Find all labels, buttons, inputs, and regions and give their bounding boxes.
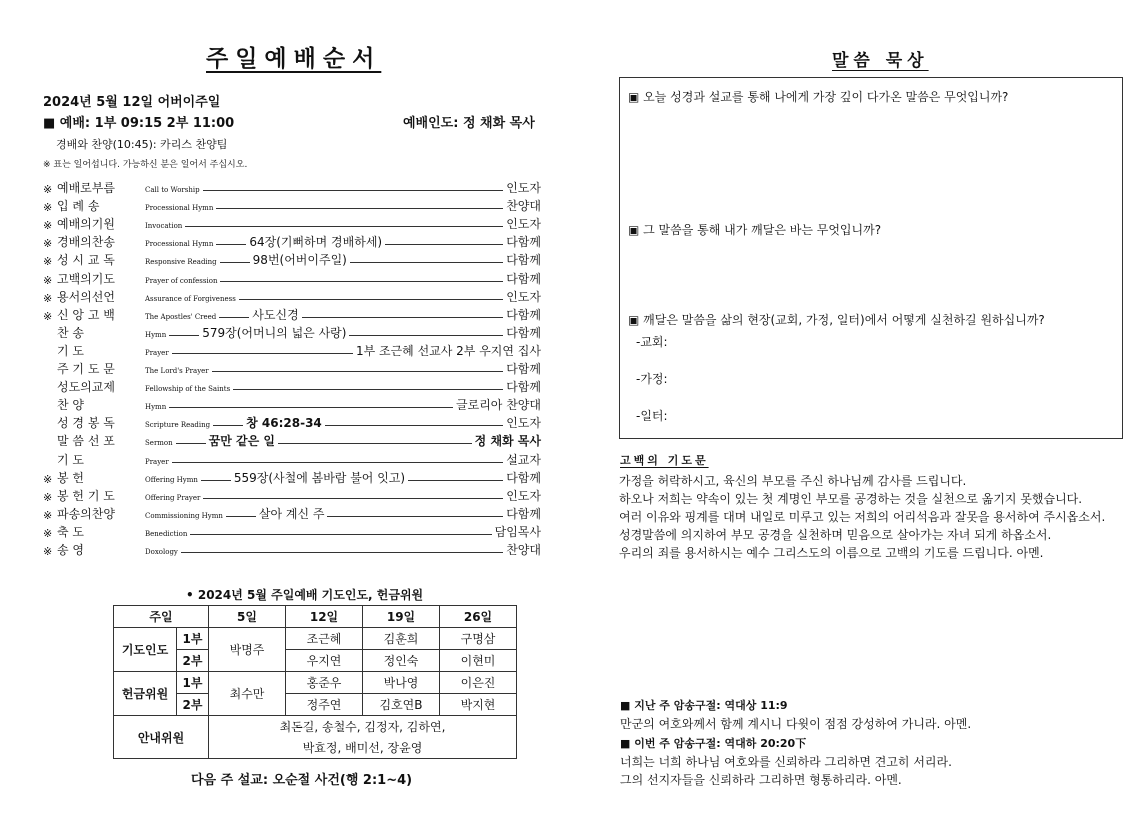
order-item-detail: 꿈만 같은 일 bbox=[208, 434, 275, 449]
stand-mark: ※ bbox=[43, 219, 53, 233]
stand-mark: ※ bbox=[43, 273, 53, 287]
worship-times: ■ 예배: 1부 09:15 2부 11:00 bbox=[43, 116, 235, 131]
stand-mark: ※ bbox=[43, 472, 53, 486]
order-item-leader: 다함께 bbox=[506, 362, 541, 376]
stand-mark: ※ bbox=[43, 255, 53, 269]
order-item bbox=[43, 377, 541, 395]
part-label: 2부 bbox=[177, 650, 209, 672]
order-item-leader: 다함께 bbox=[506, 506, 541, 521]
stand-mark: ※ bbox=[43, 545, 53, 558]
table-cell: 우지연 bbox=[286, 650, 363, 672]
order-item-leader: 설교자 bbox=[506, 452, 541, 467]
table-cell: 김호연B bbox=[363, 694, 440, 716]
service-date: 2024년 5월 12일 어버이주일 bbox=[43, 95, 221, 110]
order-item-leader: 인도자 bbox=[506, 488, 541, 503]
order-item-detail: 579장(어머니의 넓은 사랑) bbox=[202, 325, 347, 340]
order-item-english: Hymn bbox=[145, 330, 167, 339]
order-item bbox=[43, 468, 541, 486]
order-item-detail: 98번(어버이주일) bbox=[252, 253, 347, 268]
order-item-detail: 살아 계신 주 bbox=[258, 506, 325, 521]
order-item-name: 축 도 bbox=[57, 524, 84, 539]
order-item-leader: 1부 조근혜 선교사 2부 우지연 집사 bbox=[355, 343, 541, 358]
work-field: -일터: bbox=[636, 409, 668, 423]
meditation-title: 말씀 묵상 bbox=[832, 51, 929, 71]
order-item bbox=[43, 486, 541, 504]
table-cell: 조근혜 bbox=[286, 628, 363, 650]
leader-line bbox=[201, 480, 231, 481]
prayer-line: 여러 이유와 핑계를 대며 내일로 미루고 있는 저희의 어리석음과 잘못을 용서하여 주시옵소서. bbox=[619, 510, 1106, 524]
header-cell: 주일 bbox=[114, 606, 209, 628]
order-item-leader: 다함께 bbox=[506, 307, 541, 322]
order-item-name: 예배의기원 bbox=[57, 217, 115, 232]
leader-line bbox=[350, 262, 503, 263]
order-item-name: 성 경 봉 독 bbox=[57, 416, 115, 431]
stand-mark: ※ bbox=[43, 309, 53, 323]
order-item bbox=[43, 431, 541, 449]
table-cell: 정인숙 bbox=[363, 650, 440, 672]
order-item bbox=[43, 522, 541, 540]
stand-mark: ※ bbox=[43, 490, 53, 504]
order-item-english: The Lord's Prayer bbox=[145, 367, 209, 375]
order-item-name: 경배의찬송 bbox=[57, 235, 115, 250]
order-item-leader: 인도자 bbox=[506, 181, 541, 195]
order-item bbox=[43, 214, 541, 232]
leader-line bbox=[233, 389, 503, 390]
leader-line bbox=[172, 353, 353, 354]
order-item-leader: 다함께 bbox=[506, 325, 541, 340]
order-item-english: Responsive Reading bbox=[145, 258, 217, 267]
leader-line bbox=[169, 335, 199, 336]
table-cell: 박명주 bbox=[209, 628, 286, 672]
last-week-verse-title: ■ 지난 주 암송구절: 역대상 11:9 bbox=[620, 699, 788, 712]
leader-line bbox=[213, 425, 243, 426]
prayer-line: 하오나 저희는 약속이 있는 첫 계명인 부모를 공경하는 것을 실천으로 옮기지 못했습니다. bbox=[619, 492, 1083, 506]
order-item-english: Call to Worship bbox=[145, 186, 200, 194]
schedule-table bbox=[113, 605, 517, 759]
church-field: -교회: bbox=[636, 335, 668, 349]
order-item-leader: 찬양대 bbox=[506, 543, 541, 557]
order-item-name: 송 영 bbox=[57, 543, 84, 557]
question-3: ▣ 깨달은 말씀을 삶의 현장(교회, 가정, 일터)에서 어떻게 실천하길 원하십니까? bbox=[628, 313, 1045, 327]
row-label: 안내위원 bbox=[114, 716, 209, 759]
leader-line bbox=[302, 317, 504, 318]
prayer-line: 우리의 죄를 용서하시는 예수 그리스도의 이름으로 고백의 기도를 드립니다. 아멘. bbox=[619, 546, 1044, 560]
table-cell: 이은진 bbox=[440, 672, 517, 694]
order-item-name: 파송의찬양 bbox=[57, 506, 115, 521]
stand-mark: ※ bbox=[43, 526, 53, 540]
this-week-verse-title: ■ 이번 주 암송구절: 역대하 20:20下 bbox=[620, 737, 807, 750]
order-item-english: Commissioning Hymn bbox=[145, 511, 223, 520]
part-label: 1부 bbox=[177, 628, 209, 650]
leader-line bbox=[169, 407, 453, 408]
order-item-name: 봉 헌 기 도 bbox=[57, 488, 115, 503]
order-item-name: 기 도 bbox=[57, 452, 84, 467]
order-item bbox=[43, 250, 541, 268]
order-item-english: The Apostles' Creed bbox=[145, 312, 217, 321]
order-item-leader: 다함께 bbox=[506, 470, 541, 485]
order-item-leader: 찬양대 bbox=[506, 199, 541, 214]
stand-mark: ※ bbox=[43, 237, 53, 251]
order-item-english: Sermon bbox=[145, 439, 173, 448]
question-2: ▣ 그 말씀을 통해 내가 깨달은 바는 무엇입니까? bbox=[628, 223, 882, 237]
leader-line bbox=[408, 480, 503, 481]
order-item-name: 말 씀 선 포 bbox=[57, 434, 115, 449]
order-item-leader: 다함께 bbox=[506, 253, 541, 268]
praise-team: 경배와 찬양(10:45): 카리스 찬양팀 bbox=[56, 138, 228, 151]
order-item-name: 성도의교제 bbox=[57, 380, 115, 395]
order-item-detail: 559장(사철에 봄바람 불어 잇고) bbox=[233, 470, 406, 485]
table-cell: 정주연 bbox=[286, 694, 363, 716]
order-item-english: Fellowship of the Saints bbox=[145, 385, 231, 394]
order-item bbox=[43, 178, 541, 196]
table-cell: 홍준우 bbox=[286, 672, 363, 694]
header-cell: 19일 bbox=[363, 606, 440, 628]
leader-line bbox=[349, 335, 503, 336]
meditation-box bbox=[619, 77, 1123, 439]
leader-line bbox=[190, 534, 491, 535]
leader-line bbox=[226, 516, 256, 517]
prayer-line: 가정을 허락하시고, 육신의 부모를 주신 하나님께 감사를 드립니다. bbox=[619, 474, 967, 488]
header-cell: 12일 bbox=[286, 606, 363, 628]
order-item bbox=[43, 341, 541, 359]
order-item bbox=[43, 196, 541, 214]
order-item-english: Hymn bbox=[145, 403, 167, 412]
leader-line bbox=[172, 462, 504, 463]
order-item-leader: 글로리아 찬양대 bbox=[456, 398, 541, 413]
leader-line bbox=[181, 552, 503, 553]
order-item bbox=[43, 504, 541, 522]
leader-line bbox=[219, 317, 249, 318]
prayer-title: 고백의 기도문 bbox=[620, 454, 709, 467]
this-week-verse: 너희는 너희 하나님 여호와를 신뢰하라 그리하면 견고히 서리라. bbox=[620, 755, 952, 769]
order-item-name: 주 기 도 문 bbox=[57, 362, 115, 376]
table-cell: 박나영 bbox=[363, 672, 440, 694]
part-label: 2부 bbox=[177, 694, 209, 716]
standing-note: ※ 표는 일어섭니다. 가능하신 분은 일어서 주십시오. bbox=[43, 160, 248, 170]
order-item bbox=[43, 269, 541, 287]
header-cell: 26일 bbox=[440, 606, 517, 628]
order-item-name: 성 시 교 독 bbox=[57, 253, 115, 268]
table-cell: 김훈희 bbox=[363, 628, 440, 650]
table-cell: 구명삼 bbox=[440, 628, 517, 650]
leader-line bbox=[212, 371, 504, 372]
order-item-name: 입 례 송 bbox=[57, 199, 100, 214]
order-item-name: 신 앙 고 백 bbox=[57, 307, 115, 322]
order-item-leader: 인도자 bbox=[506, 217, 541, 232]
order-item-english: Offering Hymn bbox=[145, 475, 198, 484]
leader-line bbox=[327, 516, 503, 517]
order-item-english: Benediction bbox=[145, 529, 188, 538]
stand-mark: ※ bbox=[43, 291, 53, 305]
header-cell: 5일 bbox=[209, 606, 286, 628]
order-item-english: Prayer bbox=[145, 457, 169, 466]
order-item bbox=[43, 323, 541, 341]
order-item bbox=[43, 359, 541, 377]
table-cell: 최돈길, 송철수, 김정자, 김하연, bbox=[209, 716, 517, 738]
prayer-line: 성경말씀에 의지하여 부모 공경을 실천하며 믿음으로 살아가는 자녀 되게 하옵소서. bbox=[619, 528, 1052, 542]
order-item-name: 예배로부름 bbox=[57, 181, 115, 195]
leader-line bbox=[203, 498, 503, 499]
leader-line bbox=[239, 299, 503, 300]
order-item-detail: 사도신경 bbox=[252, 307, 299, 322]
order-item bbox=[43, 413, 541, 431]
leader-line bbox=[278, 443, 472, 444]
order-item-leader: 다함께 bbox=[506, 380, 541, 395]
order-item-name: 봉 헌 bbox=[57, 470, 84, 485]
row-label: 헌금위원 bbox=[114, 672, 177, 716]
part-label: 1부 bbox=[177, 672, 209, 694]
order-item-english: Processional Hymn bbox=[145, 204, 214, 213]
leader-line bbox=[203, 190, 504, 191]
leader-line bbox=[216, 208, 503, 209]
order-item-english: Doxology bbox=[145, 548, 178, 556]
leader-line bbox=[220, 281, 503, 282]
leader-line bbox=[220, 262, 250, 263]
order-item-name: 고백의기도 bbox=[57, 271, 115, 286]
leader-line bbox=[385, 244, 503, 245]
leader-line bbox=[216, 244, 246, 245]
order-item bbox=[43, 395, 541, 413]
table-cell: 박지현 bbox=[440, 694, 517, 716]
page-title: 주일예배순서 bbox=[206, 46, 382, 72]
order-item-detail: 64장(기뻐하며 경배하세) bbox=[249, 235, 383, 250]
order-item-english: Scripture Reading bbox=[145, 421, 211, 430]
order-item-leader: 정 채화 목사 bbox=[474, 434, 541, 449]
order-item-leader: 인도자 bbox=[506, 289, 541, 304]
last-week-verse: 만군의 여호와께서 함께 계시니 다윗이 점점 강성하여 가니라. 아멘. bbox=[620, 717, 972, 731]
table-cell: 이현미 bbox=[440, 650, 517, 672]
order-item-english: Assurance of Forgiveness bbox=[145, 294, 236, 303]
worship-leader: 예배인도: 정 채화 목사 bbox=[403, 116, 535, 131]
leader-line bbox=[325, 425, 503, 426]
stand-mark: ※ bbox=[43, 508, 53, 522]
question-1: ▣ 오늘 성경과 설교를 통해 나에게 가장 깊이 다가온 말씀은 무엇입니까? bbox=[628, 90, 1009, 104]
order-item bbox=[43, 450, 541, 468]
table-cell: 박효정, 배미선, 장윤영 bbox=[209, 737, 517, 759]
stand-mark: ※ bbox=[43, 183, 53, 196]
stand-mark: ※ bbox=[43, 201, 53, 215]
order-item-english: Offering Prayer bbox=[145, 493, 201, 502]
order-item bbox=[43, 232, 541, 250]
order-item-name: 기 도 bbox=[57, 343, 84, 358]
order-item-name: 찬 양 bbox=[57, 398, 84, 413]
order-item bbox=[43, 287, 541, 305]
order-item-english: Invocation bbox=[145, 222, 183, 231]
row-label: 기도인도 bbox=[114, 628, 177, 672]
order-item-leader: 인도자 bbox=[506, 416, 541, 431]
order-item bbox=[43, 305, 541, 323]
order-item bbox=[43, 540, 541, 558]
order-item-detail: 창 46:28-34 bbox=[246, 416, 322, 431]
order-item-english: Processional Hymn bbox=[145, 240, 214, 249]
leader-line bbox=[176, 443, 206, 444]
order-item-name: 용서의선언 bbox=[57, 289, 115, 304]
order-item-leader: 담임목사 bbox=[494, 524, 541, 539]
home-field: -가정: bbox=[636, 372, 668, 386]
order-item-leader: 다함께 bbox=[506, 235, 541, 250]
this-week-verse: 그의 선지자들을 신뢰하라 그리하면 형통하리라. 아멘. bbox=[620, 773, 902, 787]
order-item-english: Prayer bbox=[145, 348, 169, 357]
next-sermon: 다음 주 설교: 오순절 사건(행 2:1~4) bbox=[191, 773, 413, 788]
order-item-leader: 다함께 bbox=[506, 271, 541, 286]
schedule-title: • 2024년 5월 주일예배 기도인도, 헌금위원 bbox=[186, 588, 424, 602]
order-item-english: Prayer of confession bbox=[145, 276, 218, 285]
order-item-name: 찬 송 bbox=[57, 325, 84, 340]
table-cell: 최수만 bbox=[209, 672, 286, 716]
leader-line bbox=[185, 226, 503, 227]
